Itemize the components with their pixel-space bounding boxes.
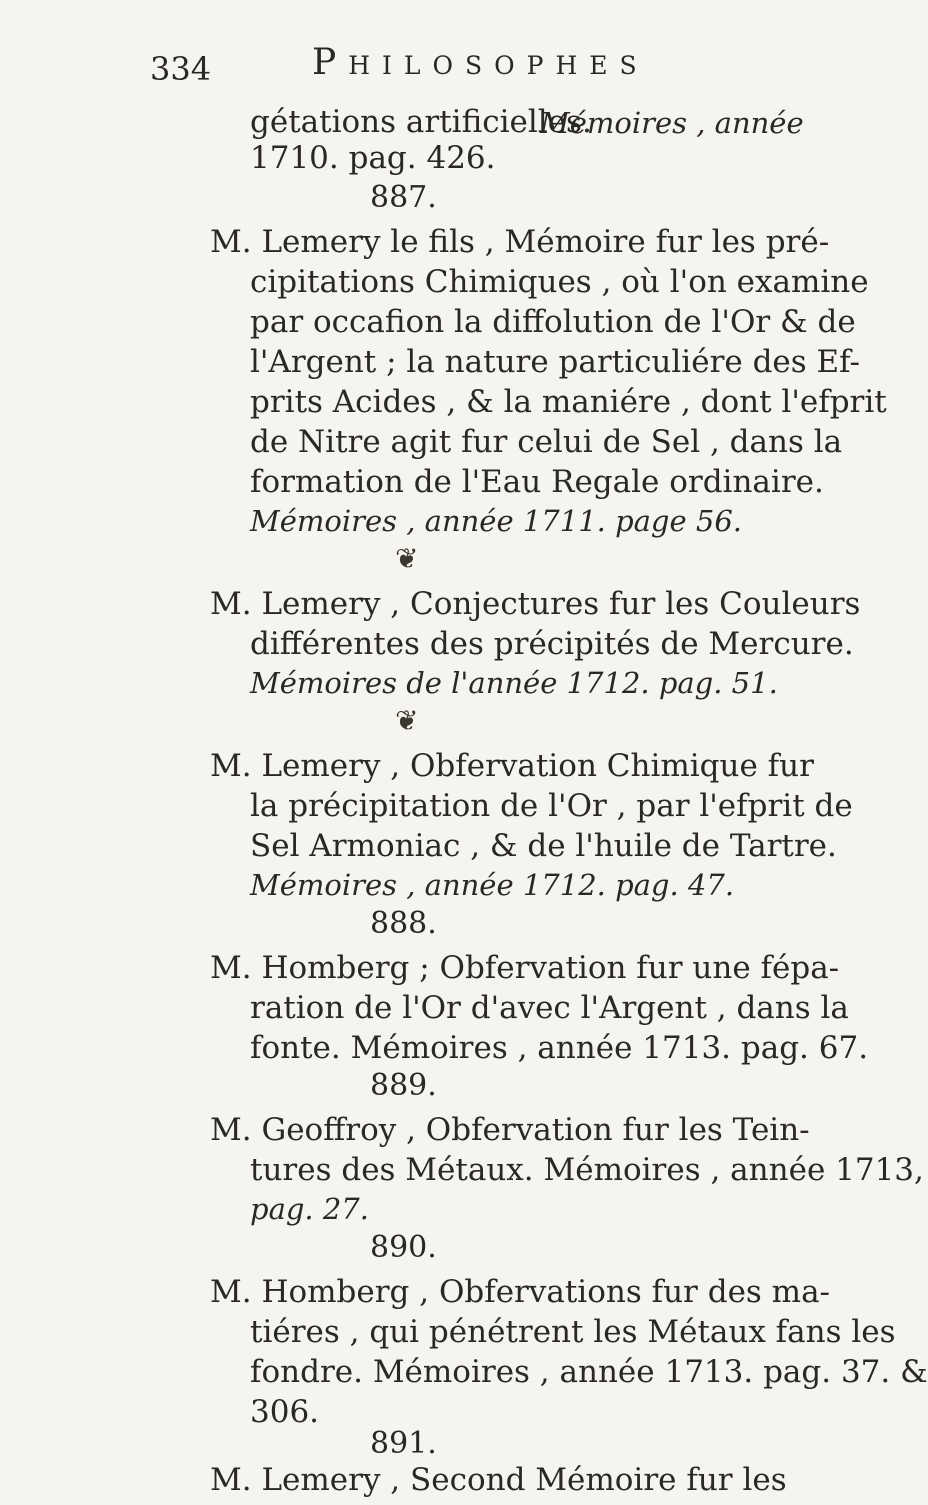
- text-line: M. Lemery le fils , Mémoire fur les pré-: [210, 224, 830, 260]
- running-title: Philosophes: [312, 42, 649, 83]
- page-number: 334: [150, 50, 212, 88]
- text-line: Mémoires , année: [540, 106, 804, 140]
- text-line: tures des Métaux. Mémoires , année 1713,: [250, 1152, 924, 1188]
- text-line: M. Lemery , Second Mémoire fur les: [210, 1462, 787, 1498]
- text-line: fondre. Mémoires , année 1713. pag. 37. &: [250, 1354, 928, 1390]
- fleuron-ornament: ❦: [395, 542, 419, 575]
- entry-number: 890.: [370, 1230, 437, 1265]
- text-line: gétations artificielles.: [250, 104, 592, 140]
- entry-number: 891.: [370, 1426, 437, 1461]
- text-line: de Nitre agit fur celui de Sel , dans la: [250, 424, 843, 460]
- citation-line: Mémoires , année 1712. pag. 47.: [250, 868, 735, 902]
- text-line: M. Geoffroy , Obfervation fur les Tein-: [210, 1112, 810, 1148]
- citation-line: Mémoires , année 1711. page 56.: [250, 504, 742, 538]
- fleuron-ornament: ❦: [395, 704, 419, 737]
- text-line: la précipitation de l'Or , par l'efprit de: [250, 788, 853, 824]
- page-header: [150, 42, 710, 92]
- text-line: formation de l'Eau Regale ordinaire.: [250, 464, 824, 500]
- text-line: différentes des précipités de Mercure.: [250, 626, 854, 662]
- text-line: tiéres , qui pénétrent les Métaux fans les: [250, 1314, 896, 1350]
- entry-number: 887.: [370, 180, 437, 215]
- text-line: M. Lemery , Conjectures fur les Couleurs: [210, 586, 861, 622]
- text-line: M. Lemery , Obfervation Chimique fur: [210, 748, 814, 784]
- citation-line: pag. 27.: [250, 1192, 369, 1226]
- text-line: 1710. pag. 426.: [250, 140, 496, 176]
- entry-number: 888.: [370, 906, 437, 941]
- text-line: 306.: [250, 1394, 320, 1430]
- text-line: prits Acides , & la maniére , dont l'efprit: [250, 384, 887, 420]
- text-line: fonte. Mémoires , année 1713. pag. 67.: [250, 1030, 869, 1066]
- citation-line: Mémoires de l'année 1712. pag. 51.: [250, 666, 778, 700]
- text-line: cipitations Chimiques , où l'on examine: [250, 264, 869, 300]
- text-line: M. Homberg , Obfervations fur des ma-: [210, 1274, 831, 1310]
- text-line: l'Argent ; la nature particuliére des Ef-: [250, 344, 861, 380]
- text-line: M. Homberg ; Obfervation fur une fépa-: [210, 950, 840, 986]
- text-line: Sel Armoniac , & de l'huile de Tartre.: [250, 828, 837, 864]
- entry-number: 889.: [370, 1068, 437, 1103]
- text-line: par occafion la diffolution de l'Or & de: [250, 304, 856, 340]
- text-line: ration de l'Or d'avec l'Argent , dans la: [250, 990, 849, 1026]
